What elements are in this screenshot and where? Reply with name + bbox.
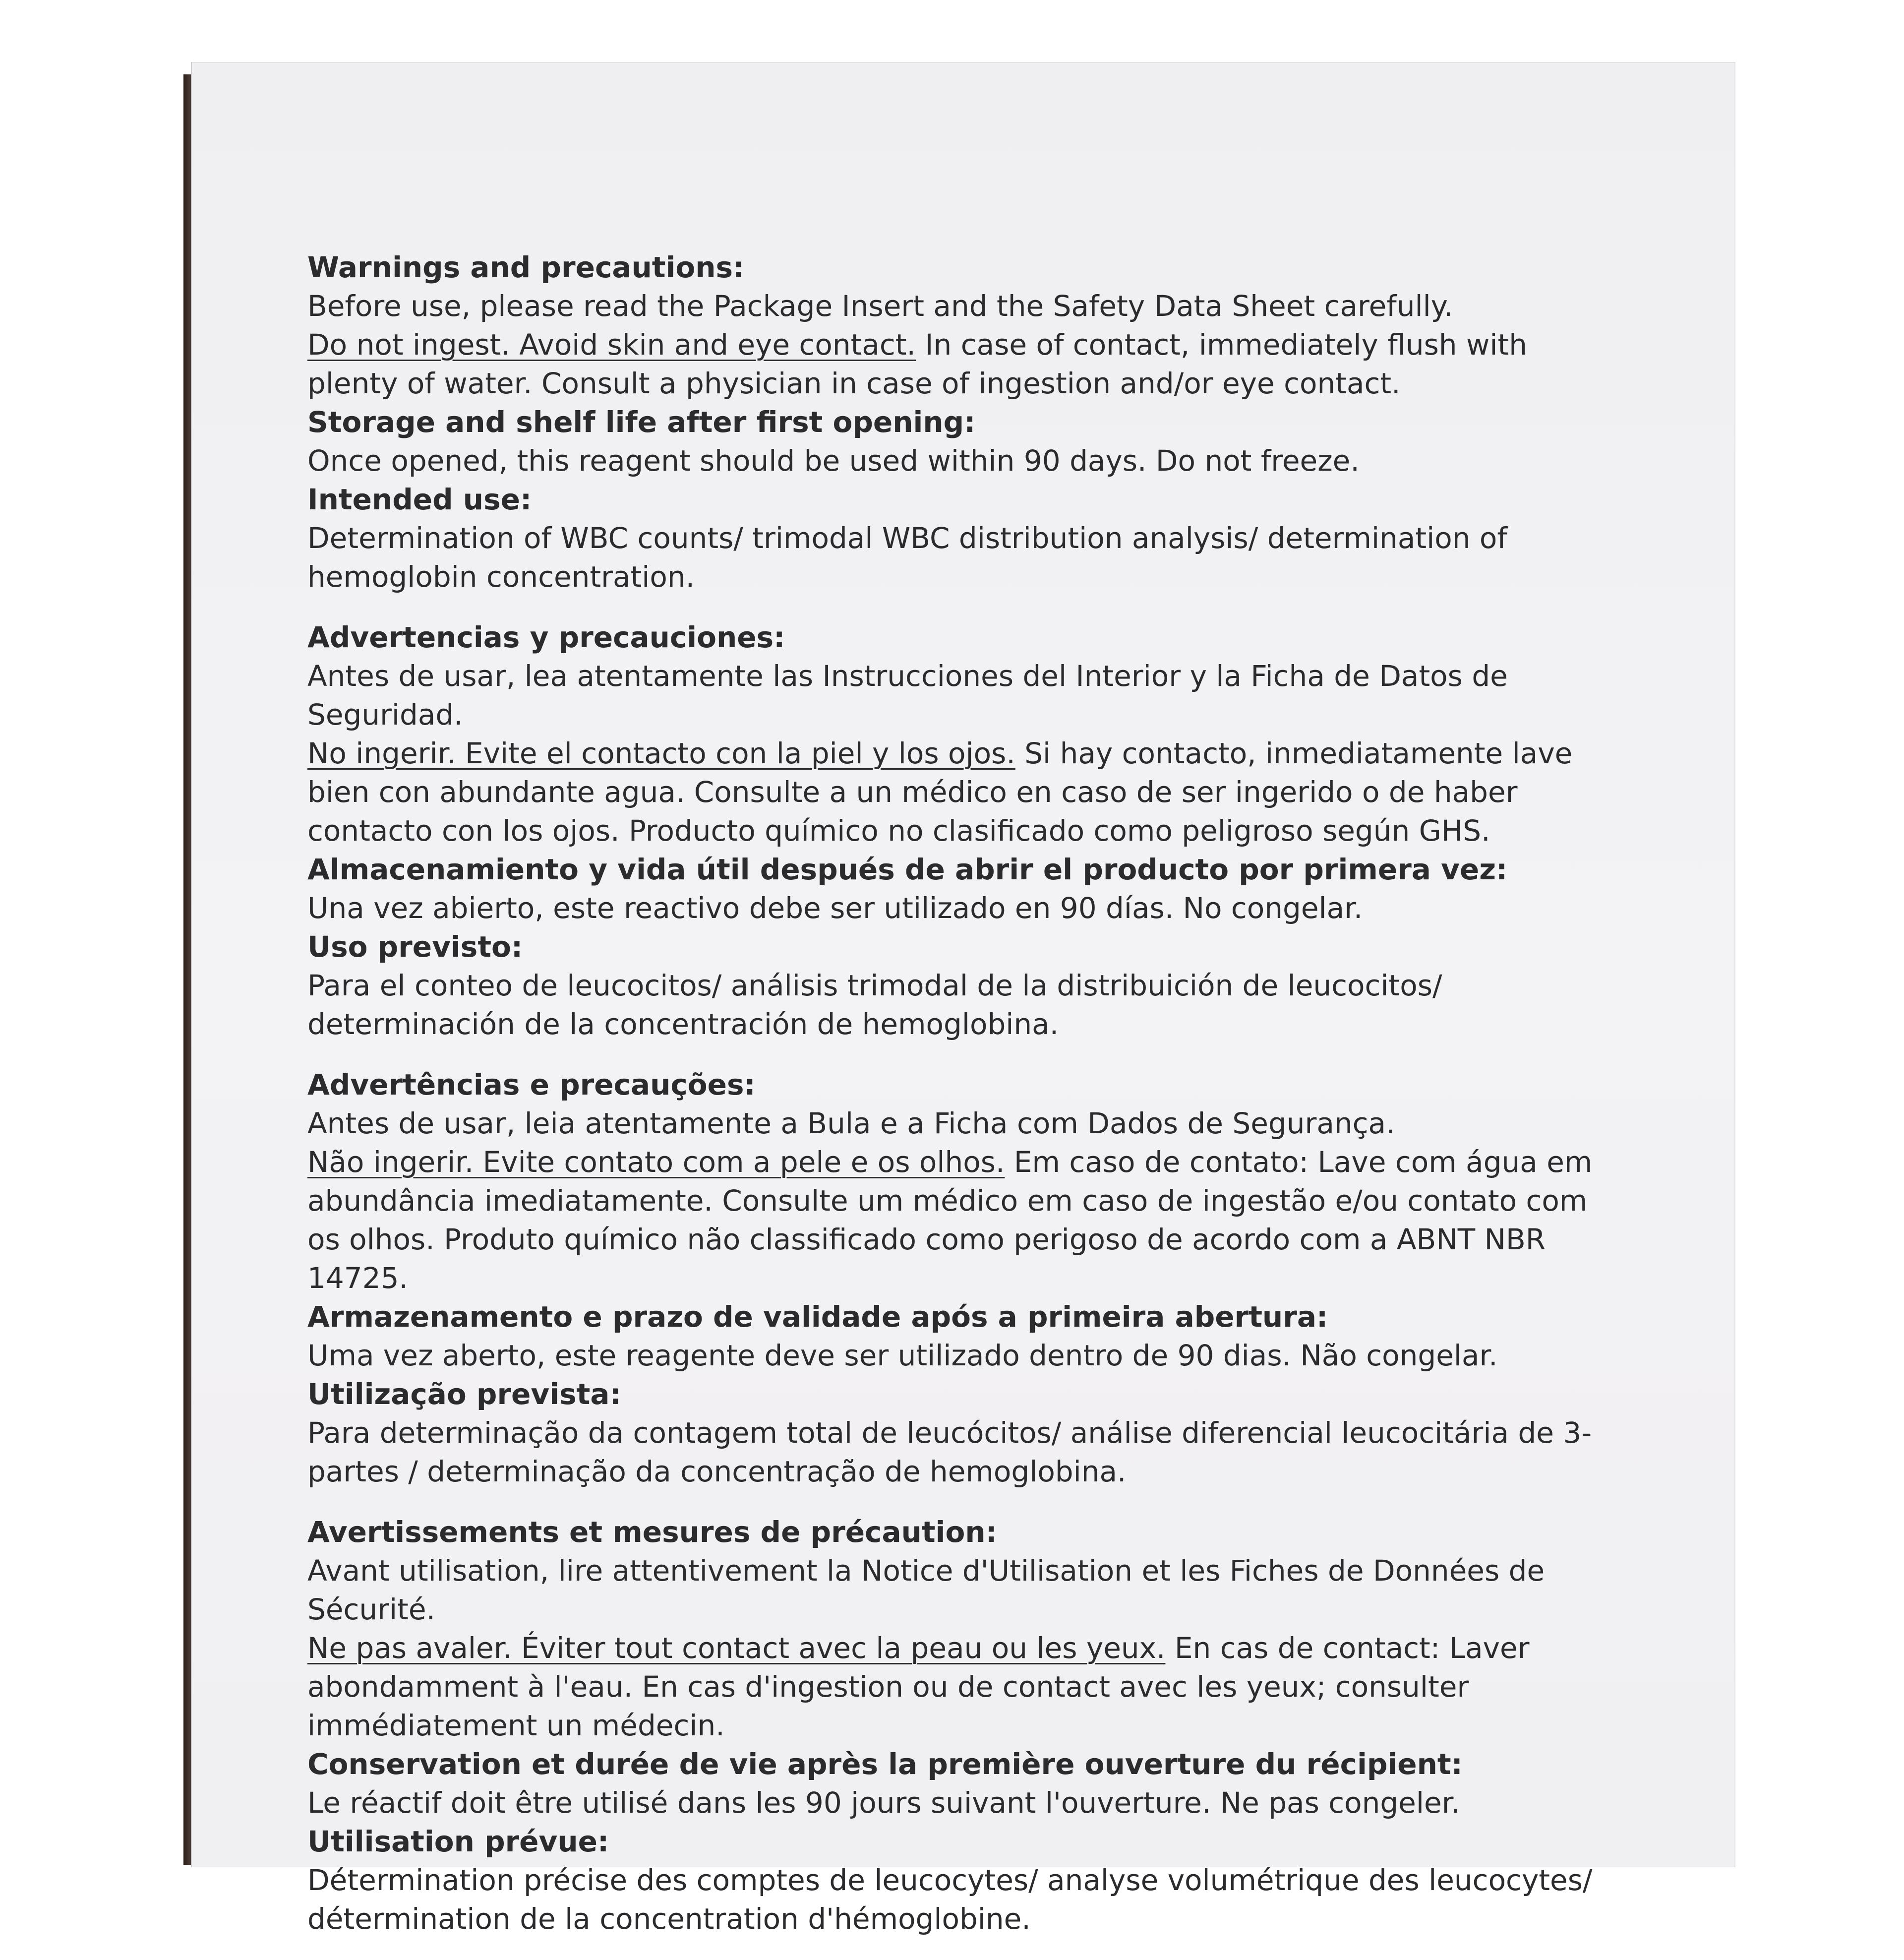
- warnings-text: [307, 1551, 1616, 1745]
- storage-heading: Conservation et durée de vie après la première ouverture du récipient:: [307, 1747, 1463, 1781]
- warnings-heading: Advertencias y precauciones:: [307, 620, 785, 654]
- storage-heading: Storage and shelf life after first opening:: [307, 405, 976, 439]
- warnings-heading: Avertissements et mesures de précaution:: [307, 1515, 997, 1549]
- warnings-text: [307, 657, 1616, 850]
- storage-heading: Armazenamento e prazo de validade após a primeira abertura:: [307, 1300, 1328, 1334]
- warnings-rest: Si hay contacto, inmediatamente lave bien con abundante agua. Consulte a un médico en caso de ser ingerido o de haber contacto con los ojos. Producto químico no clasificado como peligroso según GHS.: [307, 736, 1573, 848]
- warnings-heading: Warnings and precautions:: [307, 250, 745, 284]
- warnings-rest: Em caso de contato: Lave com água em abundância imediatamente. Consulte um médico em caso de ingestão e/ou contato com os olhos. Produto químico não classificado como perigoso de acordo com a ABNT NBR 14725.: [307, 1145, 1593, 1295]
- warnings-line: Avant utilisation, lire attentivement la Notice d'Utilisation et les Fiches de Données de Sécurité.: [307, 1554, 1545, 1626]
- storage-heading: Almacenamiento y vida útil después de abrir el producto por primera vez:: [307, 853, 1508, 886]
- warnings-underlined: Ne pas avaler. Éviter tout contact avec la peau ou les yeux.: [307, 1631, 1166, 1665]
- warnings-line: Before use, please read the Package Insert and the Safety Data Sheet carefully.: [307, 289, 1453, 323]
- intended-use-heading: Uso previsto:: [307, 930, 523, 964]
- intended-use-heading: Utilização prevista:: [307, 1377, 621, 1411]
- section-spanish: [307, 618, 1616, 1043]
- storage-text: Uma vez aberto, este reagente deve ser utilizado dentro de 90 dias. Não congelar.: [307, 1339, 1498, 1372]
- section-portuguese: [307, 1065, 1616, 1491]
- warnings-rest: In case of contact, immediately flush with plenty of water. Consult a physician in case of ingestion and/or eye contact.: [307, 328, 1528, 400]
- section-french: [307, 1513, 1616, 1938]
- storage-text: Le réactif doit être utilisé dans les 90 jours suivant l'ouverture. Ne pas congeler.: [307, 1786, 1460, 1820]
- storage-text: Una vez abierto, este reactivo debe ser utilizado en 90 días. No congelar.: [307, 891, 1363, 925]
- storage-text: Once opened, this reagent should be used within 90 days. Do not freeze.: [307, 444, 1360, 478]
- warnings-text: [307, 287, 1616, 403]
- intended-use-text: Para determinação da contagem total de leucócitos/ análise diferencial leucocitária de 3-partes / determinação da concentração de hemoglobina.: [307, 1416, 1592, 1488]
- section-english: [307, 248, 1616, 596]
- warnings-text: [307, 1104, 1616, 1297]
- warnings-underlined: Do not ingest. Avoid skin and eye contact.: [307, 328, 916, 362]
- warnings-line: Antes de usar, leia atentamente a Bula e a Ficha com Dados de Segurança.: [307, 1106, 1395, 1140]
- warnings-line: Antes de usar, lea atentamente las Instrucciones del Interior y la Ficha de Datos de Seguridad.: [307, 659, 1508, 732]
- intended-use-text: Détermination précise des comptes de leucocytes/ analyse volumétrique des leucocytes/ détermination de la concentration d'hémoglobine.: [307, 1863, 1593, 1936]
- warnings-underlined: Não ingerir. Evite contato com a pele e os olhos.: [307, 1145, 1005, 1179]
- warnings-rest: En cas de contact: Laver abondamment à l'eau. En cas d'ingestion ou de contact avec les yeux; consulter immédiatement un médecin.: [307, 1631, 1530, 1742]
- intended-use-text: Para el conteo de leucocitos/ análisis trimodal de la distribuición de leucocitos/ determinación de la concentración de hemoglobina.: [307, 969, 1442, 1041]
- warnings-underlined: No ingerir. Evite el contacto con la piel y los ojos.: [307, 736, 1015, 770]
- intended-use-heading: Utilisation prévue:: [307, 1825, 609, 1858]
- warnings-heading: Advertências e precauções:: [307, 1068, 756, 1102]
- label-text: [307, 248, 1616, 1960]
- intended-use-heading: Intended use:: [307, 483, 532, 516]
- intended-use-text: Determination of WBC counts/ trimodal WBC distribution analysis/ determination of hemoglobin concentration.: [307, 521, 1507, 594]
